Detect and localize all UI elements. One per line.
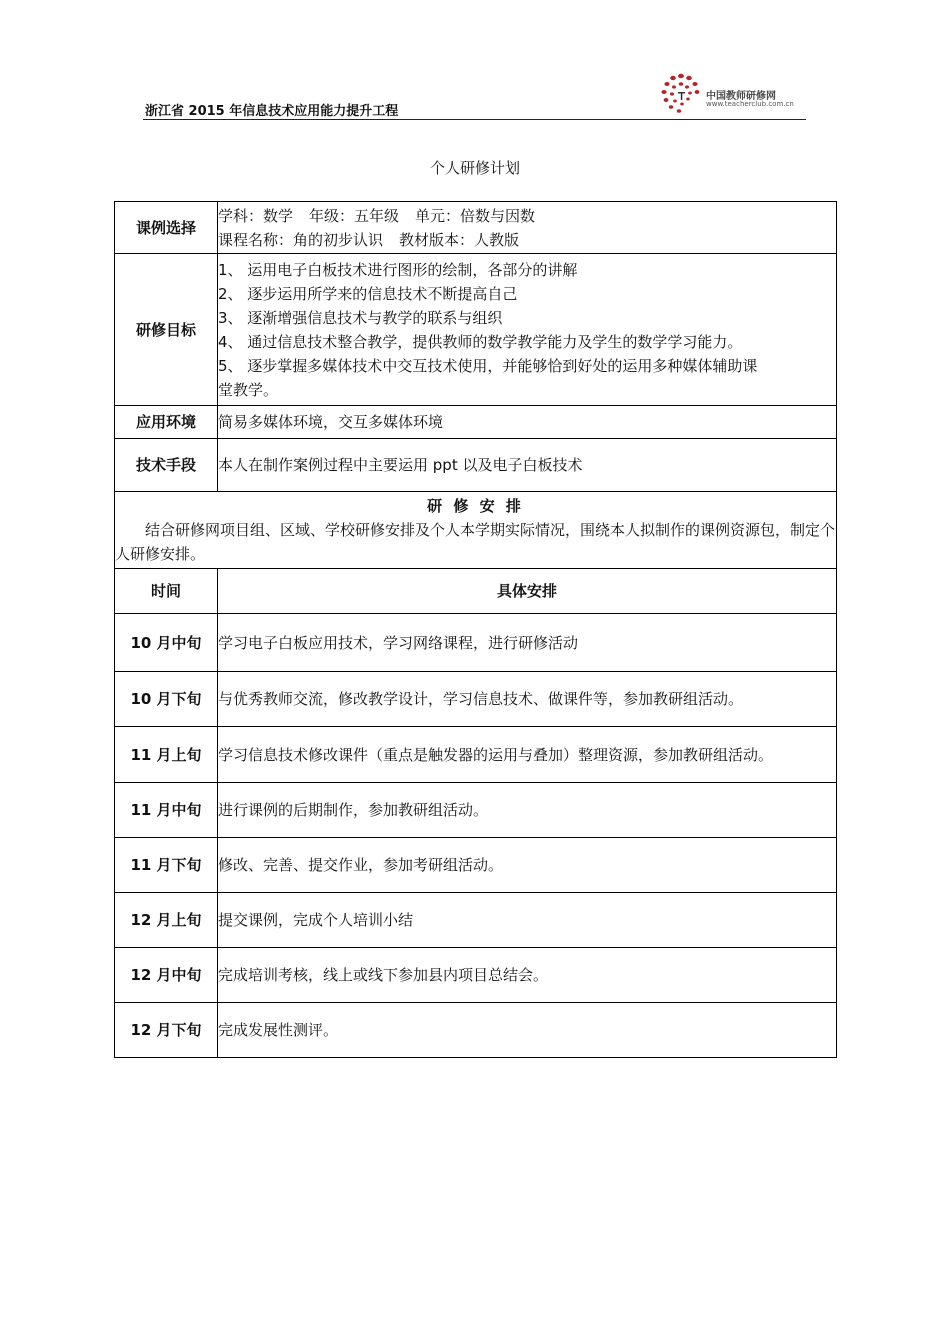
textbook-text: 教材版本：人教版 — [399, 230, 520, 249]
logo-url: www.teacherclub.com.cn — [706, 100, 794, 108]
schedule-time: 10 月下旬 — [115, 672, 218, 727]
project-title: 浙江省 2015 年信息技术应用能力提升工程 — [145, 104, 399, 119]
goal-item: 4、 通过信息技术整合教学，提供教师的数学教学能力及学生的数学学习能力。 — [218, 332, 743, 351]
environment-value: 简易多媒体环境，交互多媒体环境 — [218, 406, 837, 439]
goal-item: 5、 逐步掌握多媒体技术中交互技术使用，并能够恰到好处的运用多种媒体辅助课 — [218, 356, 758, 375]
environment-row — [115, 406, 837, 439]
logo-name: 中国教师研修网 — [706, 91, 776, 102]
schedule-time: 12 月下旬 — [115, 1003, 218, 1058]
technique-label: 技术手段 — [115, 439, 218, 492]
unit-text: 单元：倍数与因数 — [415, 206, 536, 225]
schedule-detail: 提交课例，完成个人培训小结 — [218, 893, 837, 948]
study-plan-table — [114, 201, 837, 1058]
technique-row — [115, 439, 837, 492]
goal-item: 2、 逐步运用所学来的信息技术不断提高自己 — [218, 284, 518, 303]
header-divider — [143, 119, 806, 120]
schedule-time: 12 月中旬 — [115, 948, 218, 1003]
course-row — [115, 202, 837, 254]
table-row — [115, 838, 837, 893]
schedule-header-row — [115, 569, 837, 614]
goal-item: 1、 运用电子白板技术进行图形的绘制，各部分的讲解 — [218, 260, 578, 279]
goals-content — [218, 254, 837, 406]
table-row — [115, 1003, 837, 1058]
course-label: 课例选择 — [115, 202, 218, 254]
schedule-time: 10 月中旬 — [115, 614, 218, 672]
grade-text: 年级：五年级 — [309, 206, 400, 225]
schedule-time: 11 月上旬 — [115, 727, 218, 783]
col-detail-header: 具体安排 — [218, 569, 837, 614]
environment-label: 应用环境 — [115, 406, 218, 439]
schedule-detail: 进行课例的后期制作，参加教研组活动。 — [218, 783, 837, 838]
schedule-detail: 完成发展性测评。 — [218, 1003, 837, 1058]
arrangement-section — [115, 492, 837, 569]
schedule-detail: 学习电子白板应用技术，学习网络课程，进行研修活动 — [218, 614, 837, 672]
schedule-detail: 与优秀教师交流，修改教学设计，学习信息技术、做课件等，参加教研组活动。 — [218, 672, 837, 727]
schedule-detail: 修改、完善、提交作业，参加考研组活动。 — [218, 838, 837, 893]
goals-row — [115, 254, 837, 406]
technique-value: 本人在制作案例过程中主要运用 ppt 以及电子白板技术 — [218, 439, 837, 492]
arrangement-title: 研 修 安 排 — [427, 497, 524, 515]
table-row — [115, 783, 837, 838]
goal-item: 3、 逐渐增强信息技术与教学的联系与组织 — [218, 308, 503, 327]
col-time-header: 时间 — [115, 569, 218, 614]
schedule-time: 11 月中旬 — [115, 783, 218, 838]
table-row — [115, 614, 837, 672]
course-name-text: 课程名称：角的初步认识 — [218, 230, 384, 249]
table-row — [115, 672, 837, 727]
schedule-time: 12 月上旬 — [115, 893, 218, 948]
document-title: 个人研修计划 — [429, 159, 520, 177]
goal-item: 堂教学。 — [218, 380, 279, 399]
goals-label: 研修目标 — [115, 254, 218, 406]
teacherclub-logo — [658, 70, 808, 116]
table-row — [115, 948, 837, 1003]
arrangement-description: 结合研修网项目组、区域、学校研修安排及个人本学期实际情况，围绕本人拟制作的课例资源包，制定个人研修安排。 — [115, 521, 836, 563]
schedule-detail: 完成培训考核，线上或线下参加县内项目总结会。 — [218, 948, 837, 1003]
table-row — [115, 893, 837, 948]
arrangement-section-row — [115, 492, 837, 569]
table-row — [115, 727, 837, 783]
subject-text: 学科：数学 — [218, 206, 294, 225]
schedule-time: 11 月下旬 — [115, 838, 218, 893]
logo-flower-icon — [658, 70, 704, 116]
course-content — [218, 202, 837, 254]
schedule-detail: 学习信息技术修改课件（重点是触发器的运用与叠加）整理资源，参加教研组活动。 — [218, 727, 837, 783]
